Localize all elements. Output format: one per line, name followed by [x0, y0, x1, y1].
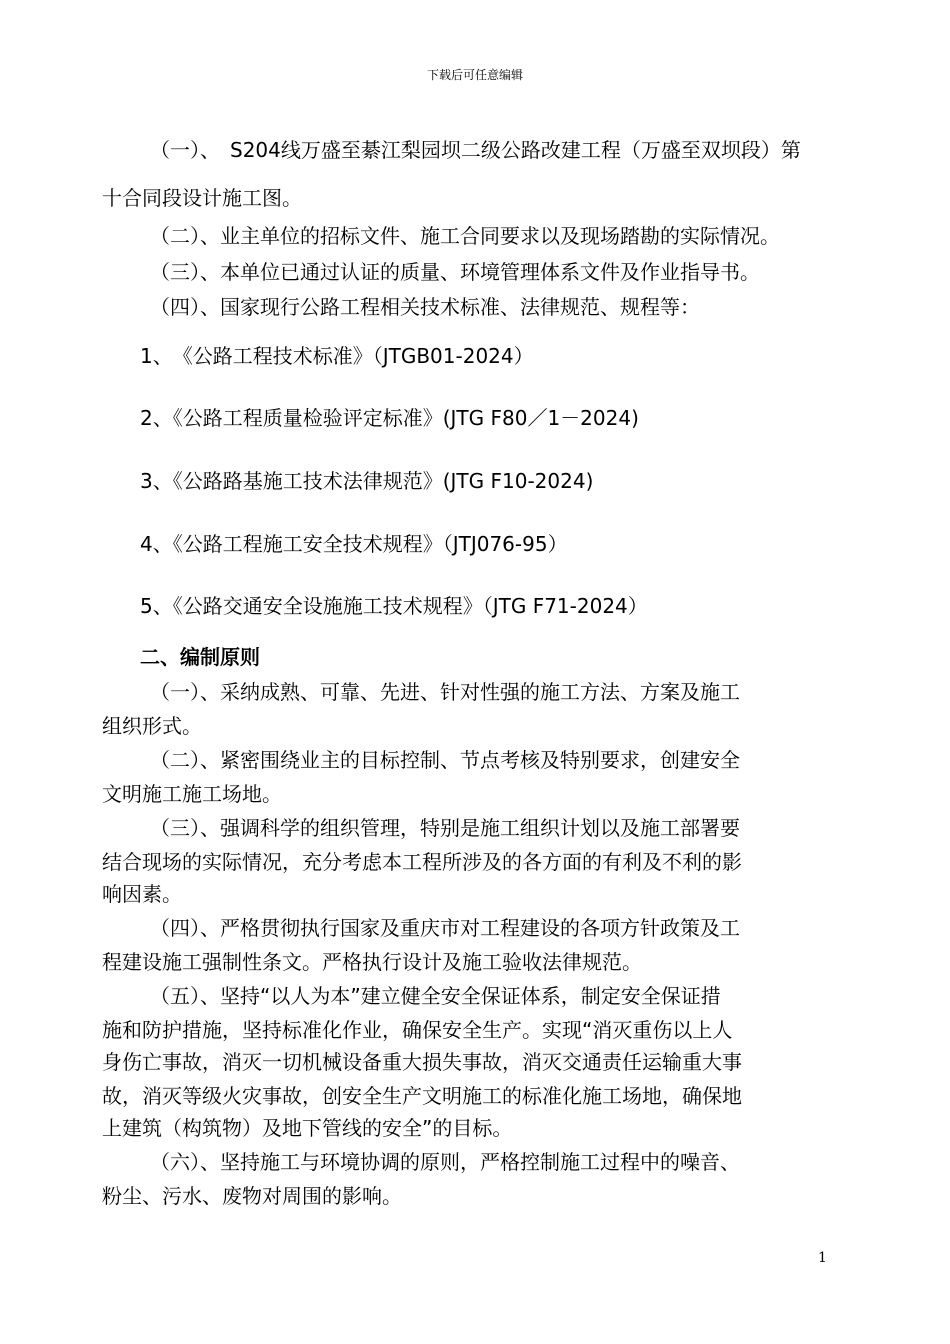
- reference-item-4: 4、《公路工程施工安全技术规程》（JTJ076-95）: [140, 532, 568, 556]
- basis-item-4: （四）、国家现行公路工程相关技术标准、法律规范、规程等：: [150, 295, 700, 319]
- basis-item-2: （二）、业主单位的招标文件、施工合同要求以及现场踏勘的实际情况。: [150, 224, 780, 248]
- principle-4-line-2: 程建设施工强制性条文。严格执行设计及施工验收法律规范。: [102, 950, 642, 974]
- basis-item-1-line-1: （一）、 S204线万盛至綦江梨园坝二级公路改建工程（万盛至双坝段）第: [150, 138, 801, 162]
- basis-item-1-line-2: 十合同段设计施工图。: [102, 186, 302, 210]
- principle-1-line-1: （一）、采纳成熟、可靠、先进、针对性强的施工方法、方案及施工: [150, 680, 740, 704]
- principle-5-line-4: 故，消灭等级火灾事故，创安全生产文明施工的标准化施工场地，确保地: [102, 1084, 742, 1108]
- principle-3-line-3: 响因素。: [102, 882, 182, 906]
- principle-6-line-2: 粉尘、污水、废物对周围的影响。: [102, 1184, 402, 1208]
- reference-item-2: 2、《公路工程质量检验评定标准》(JTG F80／1－2024): [140, 406, 639, 430]
- basis-item-3: （三）、本单位已通过认证的质量、环境管理体系文件及作业指导书。: [150, 260, 760, 284]
- principle-2-line-2: 文明施工施工场地。: [102, 782, 282, 806]
- principle-1-line-2: 组织形式。: [102, 714, 202, 738]
- principle-5-line-3: 身伤亡事故，消灭一切机械设备重大损失事故，消灭交通责任运输重大事: [102, 1050, 742, 1074]
- principle-5-line-5: 上建筑（构筑物）及地下管线的安全”的目标。: [102, 1116, 513, 1140]
- reference-item-5: 5、《公路交通安全设施施工技术规程》（JTG F71-2024）: [140, 594, 648, 618]
- principle-2-line-1: （二）、紧密围绕业主的目标控制、节点考核及特别要求，创建安全: [150, 748, 740, 772]
- principle-3-line-2: 结合现场的实际情况，充分考虑本工程所涉及的各方面的有利及不利的影: [102, 850, 742, 874]
- section-heading: 二、编制原则: [140, 645, 260, 669]
- principle-6-line-1: （六）、坚持施工与环境协调的原则，严格控制施工过程中的噪音、: [150, 1150, 740, 1174]
- principle-5-line-1: （五）、坚持“以人为本”建立健全安全保证体系，制定安全保证措: [150, 984, 721, 1008]
- page-header: 下载后可任意编辑: [426, 68, 523, 82]
- principle-5-line-2: 施和防护措施，坚持标准化作业，确保安全生产。实现“消灭重伤以上人: [102, 1018, 733, 1042]
- principle-3-line-1: （三）、强调科学的组织管理，特别是施工组织计划以及施工部署要: [150, 816, 740, 840]
- page-number: 1: [818, 1250, 827, 1266]
- reference-item-3: 3、《公路路基施工技术法律规范》(JTG F10-2024): [140, 469, 594, 493]
- reference-item-1: 1、 《公路工程技术标准》（JTGB01-2024）: [140, 344, 534, 368]
- principle-4-line-1: （四）、严格贯彻执行国家及重庆市对工程建设的各项方针政策及工: [150, 916, 740, 940]
